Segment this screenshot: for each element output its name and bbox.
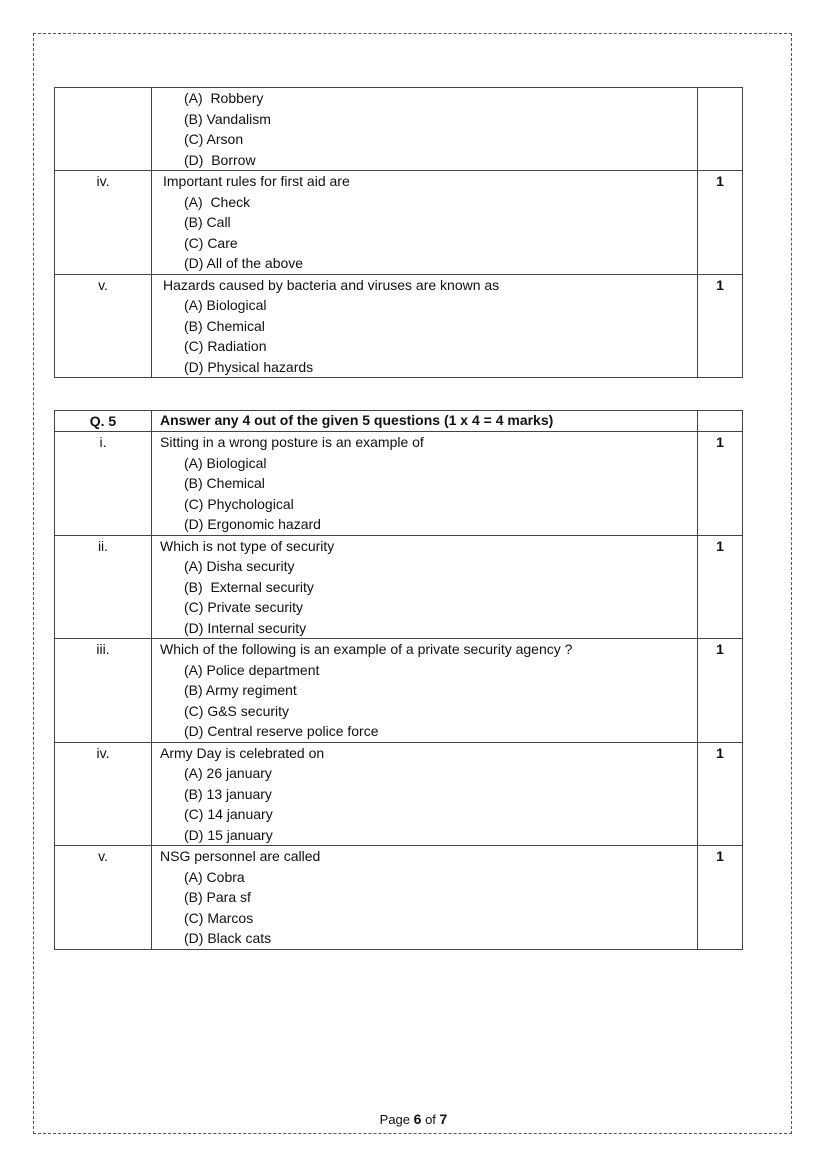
question-number: ii. bbox=[55, 535, 152, 639]
option-c: (C) Arson bbox=[184, 131, 244, 147]
table-row bbox=[55, 846, 743, 950]
question-marks: 1 bbox=[698, 432, 743, 536]
question-marks: 1 bbox=[698, 846, 743, 950]
current-page-number: 6 bbox=[413, 1111, 422, 1127]
option-d: (D) Borrow bbox=[184, 151, 256, 168]
page-word: Page bbox=[379, 1112, 411, 1127]
question-table-continued bbox=[54, 87, 743, 378]
table-row bbox=[55, 742, 743, 846]
option-a: (A) Check bbox=[184, 193, 251, 210]
question-text: Hazards caused by bacteria and viruses are known as bbox=[163, 276, 500, 293]
table-row bbox=[55, 88, 743, 171]
instruction-text: Answer any 4 out of the given 5 questions (1 x 4 = 4 marks) bbox=[160, 412, 554, 428]
table-row bbox=[55, 535, 743, 639]
option-b: (B) Para sf bbox=[184, 889, 251, 905]
question-number: v. bbox=[55, 274, 152, 378]
question-cell bbox=[152, 742, 698, 846]
of-word: of bbox=[425, 1112, 436, 1127]
question-cell bbox=[152, 535, 698, 639]
option-d: (D) Ergonomic hazard bbox=[184, 516, 321, 532]
question-text: Which is not type of security bbox=[160, 537, 335, 554]
table-header-row bbox=[55, 411, 743, 432]
option-c: (C) 14 january bbox=[184, 806, 273, 822]
question-text: Sitting in a wrong posture is an example of bbox=[160, 434, 424, 450]
question-marks bbox=[698, 88, 743, 171]
option-d: (D) Physical hazards bbox=[184, 358, 314, 375]
question-number: iv. bbox=[55, 742, 152, 846]
option-d: (D) 15 january bbox=[184, 826, 273, 843]
option-c: (C) Radiation bbox=[184, 338, 267, 354]
option-c: (C) Marcos bbox=[184, 909, 254, 926]
table-row bbox=[55, 639, 743, 743]
question-marks: 1 bbox=[698, 535, 743, 639]
option-d: (D) All of the above bbox=[184, 255, 304, 271]
question-number bbox=[55, 88, 152, 171]
question-cell bbox=[152, 274, 698, 378]
question-number: iv. bbox=[55, 171, 152, 275]
option-c: (C) Phychological bbox=[184, 495, 294, 512]
option-c: (C) G&S security bbox=[184, 702, 290, 719]
option-d: (D) Central reserve police force bbox=[184, 723, 379, 739]
question-number: v. bbox=[55, 846, 152, 950]
option-a: (A) Biological bbox=[184, 454, 267, 471]
option-b: (B) External security bbox=[184, 578, 314, 595]
option-a: (A) Robbery bbox=[184, 90, 264, 106]
option-b: (B) Vandalism bbox=[184, 110, 271, 127]
question-text: Army Day is celebrated on bbox=[160, 744, 325, 761]
option-b: (B) Army regiment bbox=[184, 682, 297, 698]
instruction-cell bbox=[152, 411, 698, 432]
page-footer bbox=[0, 1111, 827, 1127]
table-row bbox=[55, 432, 743, 536]
question-number: iii. bbox=[55, 639, 152, 743]
option-d: (D) Black cats bbox=[184, 930, 272, 946]
question-cell bbox=[152, 846, 698, 950]
question-text: Important rules for first aid are bbox=[163, 173, 350, 189]
question-cell bbox=[152, 88, 698, 171]
question-marks: 1 bbox=[698, 742, 743, 846]
option-a: (A) Disha security bbox=[184, 558, 295, 574]
option-a: (A) 26 january bbox=[184, 765, 272, 781]
option-a: (A) Police department bbox=[184, 661, 320, 678]
header-marks-cell bbox=[698, 411, 743, 432]
option-b: (B) Chemical bbox=[184, 317, 265, 334]
question-marks: 1 bbox=[698, 274, 743, 378]
option-b: (B) 13 january bbox=[184, 785, 272, 802]
question-label: Q. 5 bbox=[55, 411, 152, 432]
option-d: (D) Internal security bbox=[184, 619, 307, 636]
question-number: i. bbox=[55, 432, 152, 536]
total-pages-number: 7 bbox=[439, 1111, 448, 1127]
table-row bbox=[55, 274, 743, 378]
question-text: Which of the following is an example of a private security agency ? bbox=[160, 641, 573, 657]
question-cell bbox=[152, 171, 698, 275]
question-cell bbox=[152, 639, 698, 743]
option-b: (B) Chemical bbox=[184, 475, 265, 491]
option-a: (A) Cobra bbox=[184, 868, 245, 885]
question-marks: 1 bbox=[698, 171, 743, 275]
option-c: (C) Private security bbox=[184, 599, 304, 615]
option-b: (B) Call bbox=[184, 214, 231, 230]
question-table-q5 bbox=[54, 410, 743, 950]
question-text: NSG personnel are called bbox=[160, 848, 321, 864]
option-c: (C) Care bbox=[184, 234, 238, 251]
question-cell bbox=[152, 432, 698, 536]
table-row bbox=[55, 171, 743, 275]
question-marks: 1 bbox=[698, 639, 743, 743]
option-a: (A) Biological bbox=[184, 297, 267, 313]
